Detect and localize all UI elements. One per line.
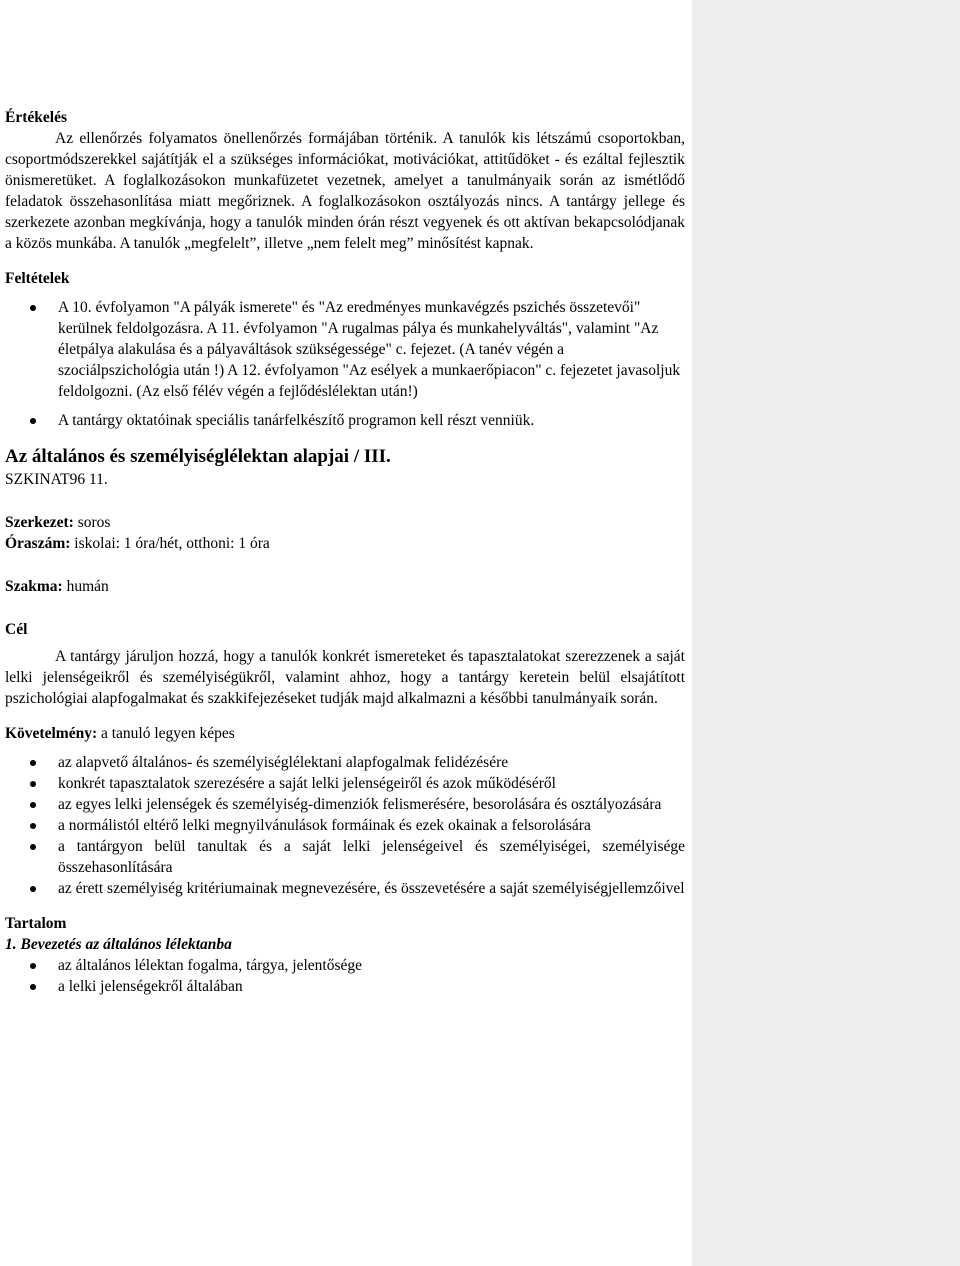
- kovetelmeny-item-2: konkrét tapasztalatok szerezésére a saját lelki jelenségeiről és azok működéséről: [5, 773, 685, 794]
- subject-code: SZKINAT96 11.: [5, 471, 108, 488]
- tartalom-section-1: 1. Bevezetés az általános lélektanba: [5, 936, 232, 953]
- kovetelmeny-line: [5, 723, 685, 744]
- tartalom-heading: Tartalom: [5, 915, 67, 932]
- kovetelmeny-label: Követelmény:: [5, 725, 98, 742]
- oraszam-label: Óraszám:: [5, 535, 71, 552]
- tartalom-list: [5, 955, 685, 997]
- cel-paragraph: A tantárgy járuljon hozzá, hogy a tanulók konkrét ismereteket és tapasztalatokat szerezzenek a saját lelki jelenségeikről és személyiségükről, valamint ahhoz, hogy a tantárgy keretein belül elsajátított pszichológiai alapfogalmakat és szakkifejezéseket tudják majd alkalmazni a későbbi tanulmányaik során.: [5, 648, 685, 707]
- feltetelek-list: [5, 297, 685, 431]
- kovetelmeny-item-3: az egyes lelki jelenségek és személyiség-dimenziók felismerésére, besorolására és osztályozására: [5, 794, 685, 815]
- ertekeles-heading: Értékelés: [5, 109, 67, 126]
- szakma-label: Szakma:: [5, 578, 63, 595]
- comment-margin-pane: [692, 0, 960, 1266]
- tartalom-item-1: az általános lélektan fogalma, tárgya, jelentősége: [5, 955, 685, 976]
- ertekeles-paragraph: Az ellenőrzés folyamatos önellenőrzés formájában történik. A tanulók kis létszámú csoportokban, csoportmódszerekkel sajátítják el a szükséges információkat, motivációkat, attitűdöket - és ezáltal fejlesztik önismeretüket. A foglalkozásokon munkafüzetet vezetnek, amelyet a tanulmányaik során az ismétlődő feladatok összehasonlítása miatt megőriznek. A foglalkozásokon osztályozás nincs. A tantárgy jellege és szerkezete azonban megkívánja, hogy a tanulók minden órán részt vegyenek és ott aktívan bekapcsolódjanak a közös munkába. A tanulók „megfelelt”, illetve „nem felelt meg” minősítést kapnak.: [5, 130, 685, 252]
- feltetelek-heading: Feltételek: [5, 270, 70, 287]
- szakma-line: [5, 576, 685, 597]
- oraszam-line: [5, 533, 685, 554]
- oraszam-value: iskolai: 1 óra/hét, otthoni: 1 óra: [70, 535, 270, 552]
- kovetelmeny-list: [5, 752, 685, 899]
- kovetelmeny-item-1: az alapvető általános- és személyiséglélektani alapfogalmak felidézésére: [5, 752, 685, 773]
- szerkezet-label: Szerkezet:: [5, 514, 74, 531]
- feltetelek-item-1: A 10. évfolyamon "A pályák ismerete" és "Az eredményes munkavégzés pszichés összetevői" kerülnek feldolgozásra. A 11. évfolyamon "A rugalmas pálya és munkahelyváltás", valamint "Az életpálya alakulása és a pályaváltások szükségessége" c. fejezet. (A tanév végén a szociálpszichológia után !) A 12. évfolyamon "Az esélyek a munkaerőpiacon" c. fejezetet javasoljuk feldolgozni. (Az első félév végén a fejlődéslélektan után!): [5, 297, 685, 402]
- cel-heading: Cél: [5, 621, 28, 638]
- document-page: [5, 107, 685, 997]
- kovetelmeny-item-5: a tantárgyon belül tanultak és a saját lelki jelenségeivel és személyiségei, személyisége összehasonlítására: [5, 836, 685, 878]
- szerkezet-value: soros: [73, 514, 111, 531]
- kovetelmeny-item-6: az érett személyiség kritériumainak megnevezésére, és összevetésére a saját személyiségjellemzőivel: [5, 878, 685, 899]
- subject-title: Az általános és személyiséglélektan alapjai / III.: [5, 446, 391, 467]
- feltetelek-item-2: A tantárgy oktatóinak speciális tanárfelkészítő programon kell részt venniük.: [5, 410, 685, 431]
- kovetelmeny-item-4: a normálistól eltérő lelki megnyilvánulások formáinak és ezek okainak a felsorolására: [5, 815, 685, 836]
- szakma-value: humán: [62, 578, 109, 595]
- szerkezet-line: [5, 512, 685, 533]
- tartalom-item-2: a lelki jelenségekről általában: [5, 976, 685, 997]
- kovetelmeny-value: a tanuló legyen képes: [97, 725, 235, 742]
